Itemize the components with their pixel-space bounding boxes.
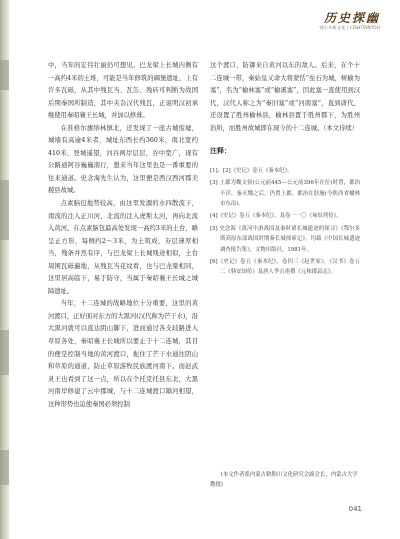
author-note: (本文作者系内蒙古敕勒川文化研究会副会长，内蒙古大学教授) (210, 472, 358, 489)
left-text-column (48, 60, 198, 411)
scan-blot (0, 330, 9, 375)
scan-edge (0, 0, 9, 539)
note-item: [1]、[2]《史记》卷五《秦本纪》。 (210, 167, 293, 174)
paragraph: 点素脑包地势较高，由这里发源的水四散流下，南流的注入正川河，北流的注入虎斯太河，再向北流入黄河。在点素脑包最高处发现一高约3米的土台，略呈正方形，每侧约2～3米，为土筑成，夯层薄厚相当，残条并然有序，与巴龙梁上长城残迹相似，土台周围瓦砾遍地，从残瓦当花纹看，也与巴龙梁相同，这里居高临下，易于防守，当属于秦昭襄王长城之城障遗址。 (48, 200, 198, 295)
note-item: [6]《史记》卷五《秦本纪》，卷四三《赵世家》，《汉书》卷五二《韩安国传》及唐人李吉甫撰《元和郡县志》。 (210, 259, 360, 276)
paragraph: 在准格尔旗纳林镇北，还发现了一座古城废墟，城墙有高逾4米者，城址东西长约360米，南北宽约410米，登城遥望，河谷两岸层层，谷中宽广，现有公路通阿谷巍巍南行，想来当年这里也是一番重要的往来通道。史念海先生认为，这里便是西汉西河郡美稷县故城。 (48, 124, 198, 195)
paragraph: 这个渡口，防御来自黄河以东的敌人。后来，在个十二连城一带，秦始皇又命大将蒙恬“垒石为城，树榆为塞”，名为“榆林塞”或“榆溪塞”，因此塞一直使用到汉代，汉代人称之为“秦旧塞”或“河南塞”，直到唐代，还设置了胜州榆林县，榆林县置于胜州郡下，为胜州治所，而胜州故城即在现今的十二连城。（本文待续） (210, 62, 360, 132)
notes-list (210, 166, 360, 278)
scan-blot (0, 450, 9, 485)
page-number: 041 (348, 505, 362, 513)
scan-blot (0, 60, 9, 90)
paragraph: 中，当年的宏伟壮丽仍可想见。巴龙梁上长城内侧有一高约4米的土堆，可能是当年修筑的碉堡遗址，上有许多瓦砾，从其中残瓦当、瓦缶、残砖可判断为战国后期秦国所制造，其中夹杂汉代残瓦，正说明汉初承继使用秦昭襄王长城，并加以修葺。 (48, 62, 198, 120)
notes-heading: 注释： (210, 147, 231, 156)
note-item: [3] 土郡为魏文侯(公元前445—公元前396年在位)时置，郡治不详，秦灭魏之后，仍置上郡，郡治在肤施(今陕西省榆林市东南)。 (210, 180, 360, 208)
section-subtitle: 鄂尔多斯文化 / LISHITANYOU (319, 25, 380, 30)
page-header (0, 0, 400, 40)
right-text-column (210, 60, 360, 280)
note-item: [5] 史念海《黄河中游战国及秦时诸长城遗迹的探寻》《鄂尔多斯高原东部战国时期秦长城探索记》，均载《中国长城遗迹调查报告集》，文物出版社，1981年。 (210, 225, 360, 253)
paragraph: 当年，十二连城的战略地位十分重要，这里的黄河渡口，正好面对东方的大黑河(汉代称为芒干水)，沿大黑河就可以直达阴山脚下，进而通过各支歧路进入草原各处，秦昭襄王长城所以要止于十二连城，其目的便是控制当地的黄河渡口，扼住了芒干水通往阴山和草原的通道，防止草原游牧民族渡河南下。而赵武灵王也看到了这一点，所以在个托克托县东北，大黑河南岸修建了云中郡城，与十二连城渡口隔河相望，这种形势也迫使秦国必须控制 (48, 300, 198, 408)
note-item: [4]《史记》卷五《秦本纪》，及卷一一〇《匈奴列传》。 (210, 213, 342, 220)
section-title: 历史探幽 (323, 11, 380, 25)
scan-blot (0, 180, 9, 240)
